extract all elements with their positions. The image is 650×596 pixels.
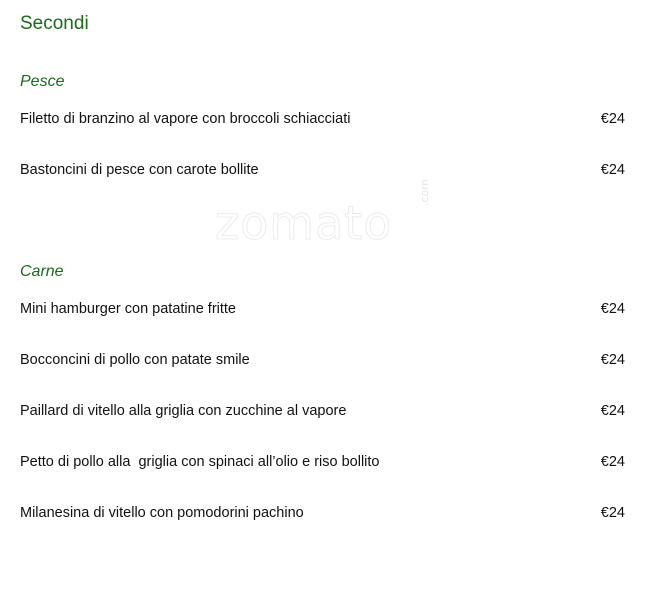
zomato-watermark: zomato — [215, 196, 393, 250]
menu-item-name: Paillard di vitello alla griglia con zucchine al vapore — [20, 403, 347, 419]
menu-item — [20, 300, 625, 318]
menu-item-price: €24 — [600, 301, 625, 317]
menu-item-name: Bocconcini di pollo con patate smile — [20, 352, 250, 368]
menu-item-name: Petto di pollo alla griglia con spinaci all’olio e riso bollito — [20, 454, 380, 470]
menu-item — [20, 402, 625, 420]
menu-item-name: Milanesina di vitello con pomodorini pachino — [20, 505, 304, 521]
menu-item — [20, 453, 625, 471]
menu-item — [20, 351, 625, 369]
menu-item — [20, 504, 625, 522]
page-title: Secondi — [20, 13, 89, 34]
menu-item-name: Bastoncini di pesce con carote bollite — [20, 162, 259, 178]
zomato-watermark-suffix: .com — [418, 179, 431, 206]
menu-item-price: €24 — [600, 111, 625, 127]
menu-item — [20, 110, 625, 128]
section-title-carne: Carne — [20, 263, 64, 280]
menu-item-price: €24 — [600, 454, 625, 470]
menu-item-name: Mini hamburger con patatine fritte — [20, 301, 236, 317]
menu-item-price: €24 — [600, 162, 625, 178]
section-title-pesce: Pesce — [20, 73, 65, 90]
menu-item-name: Filetto di branzino al vapore con broccoli schiacciati — [20, 111, 351, 127]
menu-item-price: €24 — [600, 403, 625, 419]
menu-item-price: €24 — [600, 505, 625, 521]
menu-item — [20, 161, 625, 179]
menu-item-price: €24 — [600, 352, 625, 368]
